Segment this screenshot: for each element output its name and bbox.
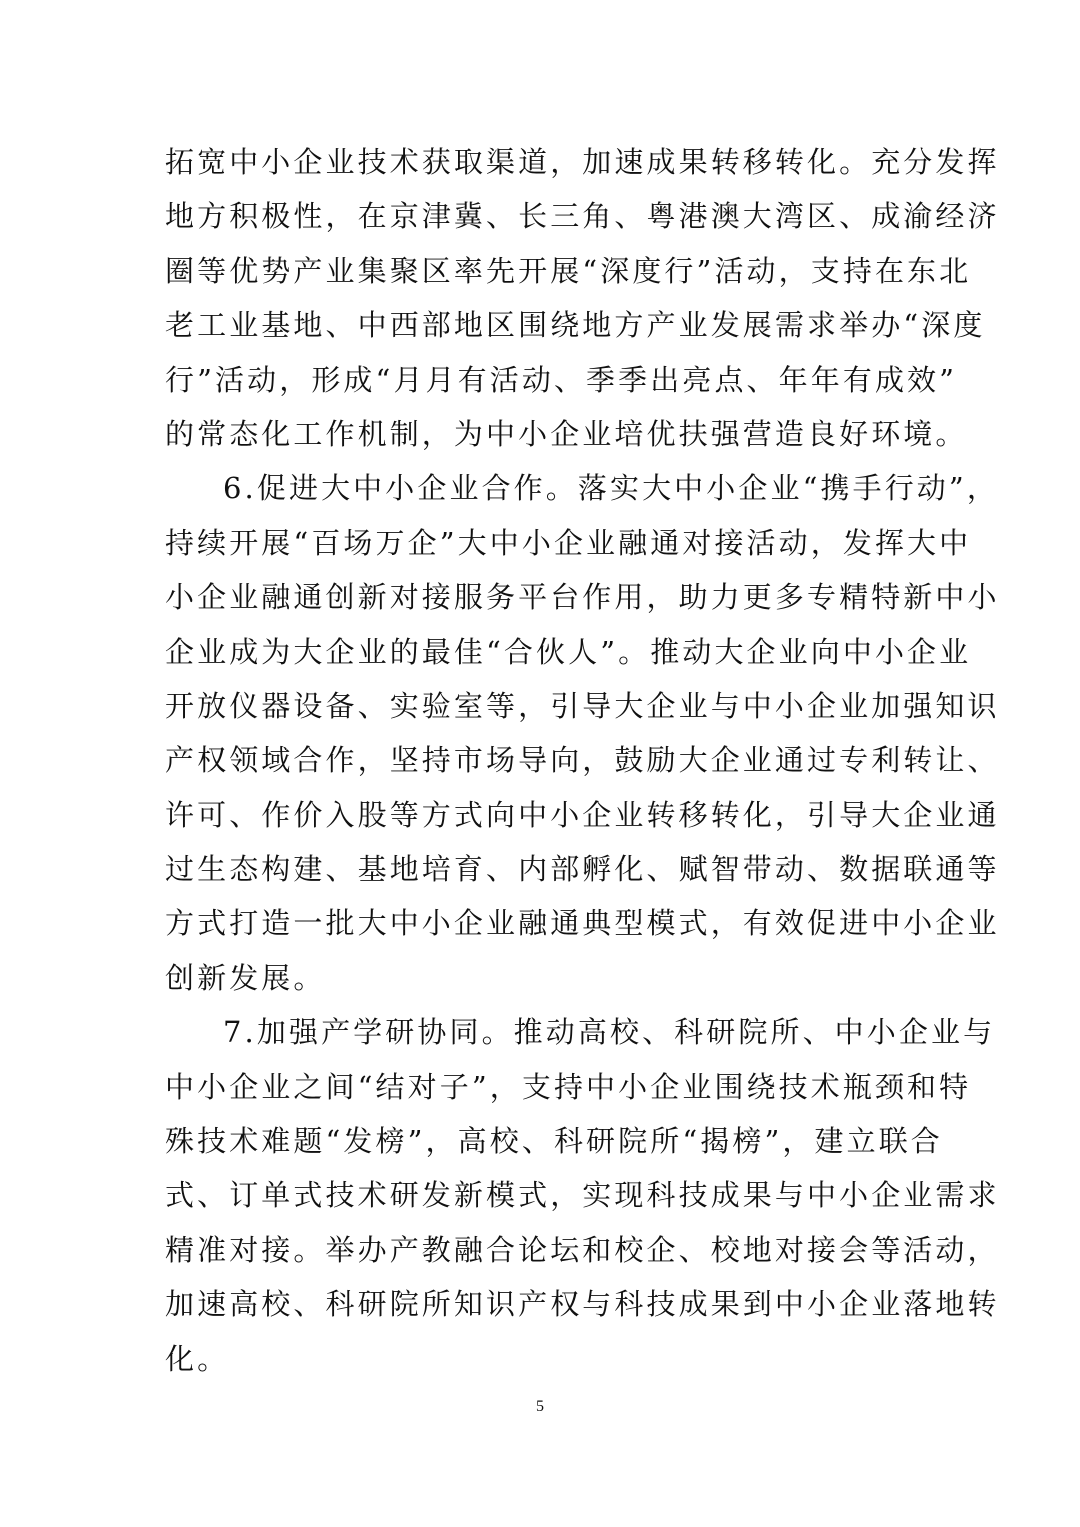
text-line: 行”活动，形成“月月有活动、季季出亮点、年年有成效” xyxy=(165,362,958,397)
text-line: 产权领域合作，坚持市场导向，鼓励大企业通过专利转让、 xyxy=(165,743,1000,778)
text-line: 地方积极性，在京津冀、长三角、粤港澳大湾区、成渝经济 xyxy=(165,199,1000,234)
text-line: 企业成为大企业的最佳“合伙人”。推动大企业向中小企业 xyxy=(165,634,972,669)
text-line: 许可、作价入股等方式向中小企业转移转化，引导大企业通 xyxy=(165,797,1000,832)
text-line: 殊技术难题“发榜”，高校、科研院所“揭榜”，建立联合 xyxy=(165,1124,943,1159)
text-line: 小企业融通创新对接服务平台作用，助力更多专精特新中小 xyxy=(165,580,1000,615)
text-line: 过生态构建、基地培育、内部孵化、赋智带动、数据联通等 xyxy=(165,852,1000,887)
text-line: 化。 xyxy=(165,1341,230,1376)
text-line: 老工业基地、中西部地区围绕地方产业发展需求举办“深度 xyxy=(165,308,986,343)
text-line: 持续开展“百场万企”大中小企业融通对接活动，发挥大中 xyxy=(165,525,972,560)
text-line: 式、订单式技术研发新模式，实现科技成果与中小企业需求 xyxy=(165,1178,1000,1213)
text-line: 的常态化工作机制，为中小企业培优扶强营造良好环境。 xyxy=(165,416,968,451)
body-text xyxy=(165,135,1000,1386)
text-line: 开放仪器设备、实验室等，引导大企业与中小企业加强知识 xyxy=(165,688,1000,723)
paragraph-7-heading-line: 7.加强产学研协同。推动高校、科研院所、中小企业与 xyxy=(223,1015,996,1050)
paragraph-6-heading-line: 6.促进大中小企业合作。落实大中小企业“携手行动”， xyxy=(223,471,999,506)
text-line: 拓宽中小企业技术获取渠道，加速成果转移转化。充分发挥 xyxy=(165,145,1000,179)
text-line: 方式打造一批大中小企业融通典型模式，有效促进中小企业 xyxy=(165,906,1000,941)
text-line: 精准对接。举办产教融合论坛和校企、校地对接会等活动， xyxy=(165,1232,1000,1267)
text-line: 创新发展。 xyxy=(165,960,326,995)
text-line: 中小企业之间“结对子”，支持中小企业围绕技术瓶颈和特 xyxy=(165,1069,972,1104)
text-line: 圈等优势产业集聚区率先开展“深度行”活动，支持在东北 xyxy=(165,253,972,288)
page-number: 5 xyxy=(536,1398,544,1415)
text-line: 加速高校、科研院所知识产权与科技成果到中小企业落地转 xyxy=(165,1287,1000,1322)
